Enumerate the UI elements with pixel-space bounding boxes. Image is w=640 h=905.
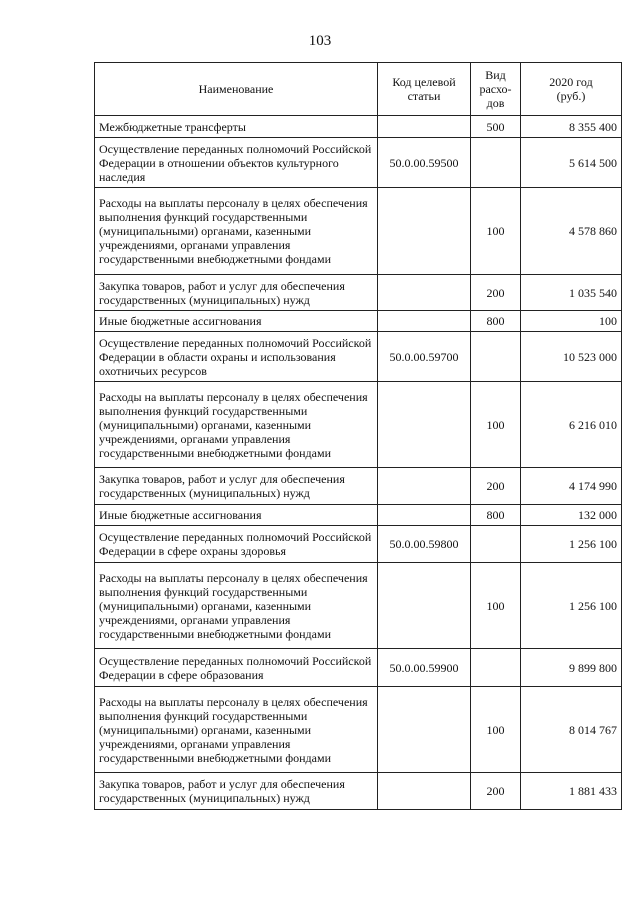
row-name: Иные бюджетные ассигнования: [95, 311, 378, 332]
row-type: [471, 332, 521, 382]
table-row: [95, 687, 622, 773]
table-row: [95, 773, 622, 810]
row-code: [378, 563, 471, 649]
row-amount: 1 256 100: [521, 563, 622, 649]
row-amount: 100: [521, 311, 622, 332]
row-code: 50.0.00.59800: [378, 526, 471, 563]
table-row: [95, 188, 622, 275]
row-amount: 9 899 800: [521, 649, 622, 687]
row-name: Расходы на выплаты персоналу в целях обеспечения выполнения функций государственными (муниципальными) органами, казенными учреждениями, органами управления государственными внебюджетными фондами: [95, 687, 378, 773]
table-row: [95, 116, 622, 138]
table-header-row: [95, 63, 622, 116]
row-amount: 8 014 767: [521, 687, 622, 773]
row-amount: 1 035 540: [521, 275, 622, 311]
row-code: [378, 505, 471, 526]
table-row: [95, 505, 622, 526]
row-name: Расходы на выплаты персоналу в целях обеспечения выполнения функций государственными (муниципальными) органами, казенными учреждениями, органами управления государственными внебюджетными фондами: [95, 188, 378, 275]
row-code: [378, 275, 471, 311]
row-type: 200: [471, 275, 521, 311]
row-amount: 10 523 000: [521, 332, 622, 382]
row-amount: 1 881 433: [521, 773, 622, 810]
row-code: [378, 188, 471, 275]
row-amount: 1 256 100: [521, 526, 622, 563]
table-row: [95, 526, 622, 563]
table-row: [95, 311, 622, 332]
row-code: [378, 311, 471, 332]
row-amount: 5 614 500: [521, 138, 622, 188]
row-type: 800: [471, 505, 521, 526]
row-code: [378, 382, 471, 468]
page-number: 103: [308, 33, 332, 49]
header-type: Вид расхо- дов: [471, 63, 521, 116]
row-name: Осуществление переданных полномочий Российской Федерации в отношении объектов культурного наследия: [95, 138, 378, 188]
row-code: 50.0.00.59500: [378, 138, 471, 188]
header-code: Код целевой статьи: [378, 63, 471, 116]
row-type: [471, 649, 521, 687]
header-name: Наименование: [95, 63, 378, 116]
row-name: Осуществление переданных полномочий Российской Федерации в сфере образования: [95, 649, 378, 687]
table-row: [95, 468, 622, 505]
row-name: Межбюджетные трансферты: [95, 116, 378, 138]
row-type: [471, 526, 521, 563]
row-type: 200: [471, 468, 521, 505]
row-type: 500: [471, 116, 521, 138]
budget-table: [94, 62, 622, 810]
row-type: 200: [471, 773, 521, 810]
row-code: 50.0.00.59700: [378, 332, 471, 382]
row-amount: 4 174 990: [521, 468, 622, 505]
row-code: 50.0.00.59900: [378, 649, 471, 687]
row-name: Закупка товаров, работ и услуг для обеспечения государственных (муниципальных) нужд: [95, 773, 378, 810]
row-name: Осуществление переданных полномочий Российской Федерации в области охраны и использования охотничьих ресурсов: [95, 332, 378, 382]
table-row: [95, 382, 622, 468]
header-amount: 2020 год (руб.): [521, 63, 622, 116]
row-name: Расходы на выплаты персоналу в целях обеспечения выполнения функций государственными (муниципальными) органами, казенными учреждениями, органами управления государственными внебюджетными фондами: [95, 382, 378, 468]
row-amount: 6 216 010: [521, 382, 622, 468]
row-code: [378, 773, 471, 810]
table-row: [95, 563, 622, 649]
row-code: [378, 468, 471, 505]
row-amount: 8 355 400: [521, 116, 622, 138]
row-type: 100: [471, 563, 521, 649]
row-type: 100: [471, 382, 521, 468]
table-row: [95, 275, 622, 311]
row-type: 100: [471, 188, 521, 275]
row-name: Иные бюджетные ассигнования: [95, 505, 378, 526]
table-row: [95, 332, 622, 382]
row-name: Закупка товаров, работ и услуг для обеспечения государственных (муниципальных) нужд: [95, 468, 378, 505]
row-type: [471, 138, 521, 188]
row-name: Закупка товаров, работ и услуг для обеспечения государственных (муниципальных) нужд: [95, 275, 378, 311]
row-name: Осуществление переданных полномочий Российской Федерации в сфере охраны здоровья: [95, 526, 378, 563]
row-type: 100: [471, 687, 521, 773]
row-amount: 4 578 860: [521, 188, 622, 275]
row-code: [378, 116, 471, 138]
row-code: [378, 687, 471, 773]
row-name: Расходы на выплаты персоналу в целях обеспечения выполнения функций государственными (муниципальными) органами, казенными учреждениями, органами управления государственными внебюджетными фондами: [95, 563, 378, 649]
table-row: [95, 138, 622, 188]
table-row: [95, 649, 622, 687]
row-amount: 132 000: [521, 505, 622, 526]
row-type: 800: [471, 311, 521, 332]
